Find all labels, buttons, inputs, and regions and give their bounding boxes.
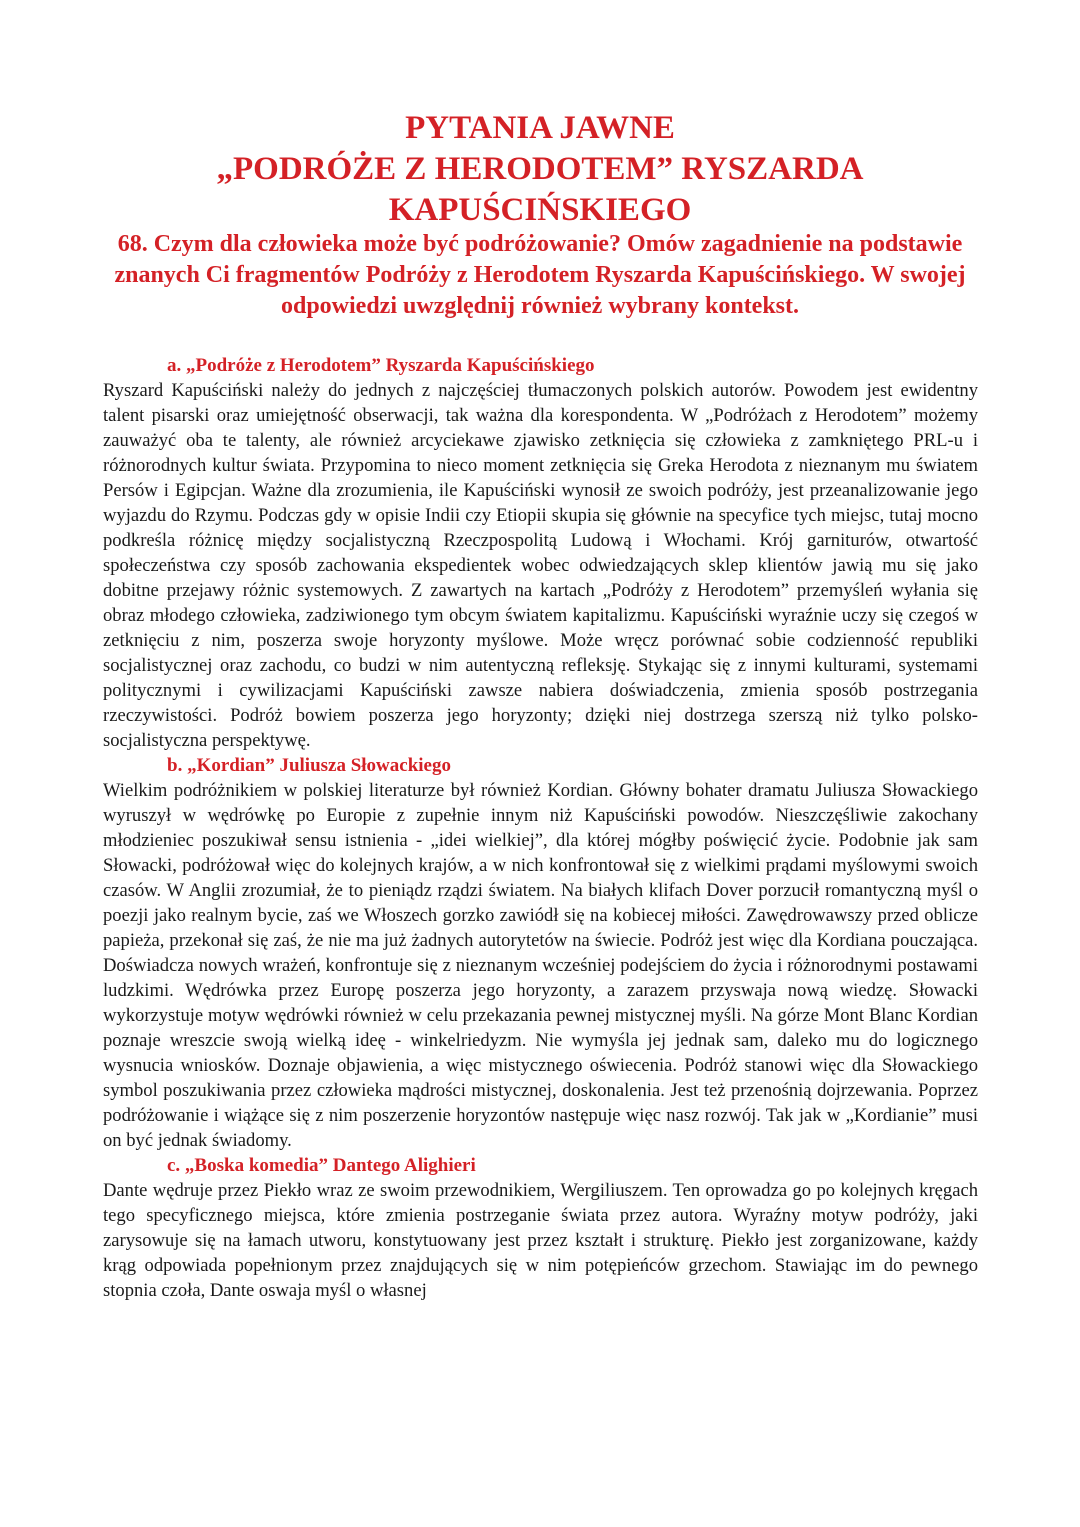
section-paragraph-b: Wielkim podróżnikiem w polskiej literaturze był również Kordian. Główny bohater dramatu Juliusza Słowackiego wyruszył w wędrówkę po Europie z zupełnie innym niż Kapuściński powodów. Nieszczęśliwie zakochany młodzieniec poszukiwał sensu istnienia - „idei wielkiej”, dla której mógłby poświęcić życie. Podobnie jak sam Słowacki, podróżował więc do kolejnych krajów, a w nich konfrontował się z wielkimi prądami myślowymi swoich czasów. W Anglii zrozumiał, że to pieniądz rządzi światem. Na białych klifach Dover porzucił romantyczną myśl o poezji jako realnym bycie, zaś we Włoszech gorzko zawiódł się na kobiecej miłości. Zawędrowawszy przed oblicze papieża, przekonał się zaś, że nie ma już żadnych autorytetów na świecie. Podróż jest więc dla Kordiana pouczająca. Doświadcza nowych wrażeń, konfrontuje się z nieznanym wcześniej podejściem do życia i różnorodnymi postawami ludzkimi. Wędrówka przez Europę poszerza jego horyzonty, a zarazem przyswaja nową wiedzę. Słowacki wykorzystuje motyw wędrówki również w celu przekazania pewnej mistycznej myśli. Na górze Mont Blanc Kordian poznaje wreszcie swoją wielką ideę - winkelriedyzm. Nie wymyśla jej jednak sam, daleko mu do logicznego wysnucia wniosków. Doznaje objawienia, a więc mistycznego oświecenia. Podróż stanowi więc dla Słowackiego symbol poszukiwania przez człowieka mądrości mistycznej, doskonalenia. Jest też przenośnią dojrzewania. Poprzez podróżowanie i wiążące się z nim poszerzenie horyzontów następuje więc nasz rozwój. Tak jak w „Kordianie” musi on być jednak świadomy.: [103, 780, 978, 1151]
section-heading-a: a. „Podróże z Herodotem” Ryszarda Kapuścińskiego: [167, 355, 595, 376]
title-line-2: „PODRÓŻE Z HERODOTEM” RYSZARDA: [216, 151, 864, 187]
page-title: [0, 108, 1080, 231]
section-heading-c: c. „Boska komedia” Dantego Alighieri: [167, 1155, 476, 1176]
document-body: [103, 353, 978, 1303]
title-line-3: KAPUŚCIŃSKIEGO: [388, 192, 692, 228]
section-paragraph-a: Ryszard Kapuściński należy do jednych z najczęściej tłumaczonych polskich autorów. Powodem jest ewidentny talent pisarski oraz umiejętność obserwacji, tak ważna dla korespondenta. W „Podróżach z Herodotem” możemy zauważyć oba te talenty, ale również arcyciekawe zjawisko zetknięcia się człowieka z zamkniętego PRL-u i różnorodnych kultur świata. Przypomina to nieco moment zetknięcia się Greka Herodota z nieznanym mu światem Persów i Egipcjan. Ważne dla zrozumienia, ile Kapuściński wynosił ze swoich podróży, jest przeanalizowanie jego wyjazdu do Rzymu. Podczas gdy w opisie Indii czy Etiopii skupia się głównie na specyfice tych miejsc, tutaj mocno podkreśla różnicę między socjalistyczną Rzeczpospolitą Ludową i Włochami. Krój garniturów, otwartość społeczeństwa czy sposób zachowania ekspedientek wobec odwiedzających sklep klientów jawią mu się jako dobitne przejawy różnic systemowych. Z zawartych na kartach „Podróży z Herodotem” przemyśleń wyłania się obraz młodego człowieka, zadziwionego tym obcym światem kapitalizmu. Kapuściński wyraźnie uczy się czegoś w zetknięciu z nim, poszerza swoje horyzonty myślowe. Może wręcz porównać sobie codzienność republiki socjalistycznej oraz zachodu, co budzi w nim autentyczną refleksję. Stykając się z innymi kulturami, systemami politycznymi i cywilizacjami Kapuściński zawsze nabiera doświadczenia, zmienia sposób postrzegania rzeczywistości. Podróż bowiem poszerza jego horyzonty; dzięki niej dostrzega szerszą niż tylko polsko-socjalistyczna perspektywę.: [103, 380, 978, 751]
section-heading-b: b. „Kordian” Juliusza Słowackiego: [167, 755, 451, 776]
section-paragraph-c: Dante wędruje przez Piekło wraz ze swoim przewodnikiem, Wergiliuszem. Ten oprowadza go po kolejnych kręgach tego specyficznego miejsca, które zmienia postrzeganie świata przez autora. Wyraźny motyw podróży, jaki zarysowuje się na łamach utworu, konstytuowany jest przez kształt i strukturę. Piekło jest zorganizowane, każdy krąg odpowiada popełnionym przez znajdujących się w nim potępieńców grzechom. Stawiając im do pewnego stopnia czoła, Dante oswaja myśl o własnej: [103, 1180, 978, 1301]
title-line-1: PYTANIA JAWNE: [405, 110, 675, 146]
question-heading: 68. Czym dla człowieka może być podróżowanie? Omów zagadnienie na podstawie znanych Ci fragmentów Podróży z Herodotem Ryszarda Kapuścińskiego. W swojej odpowiedzi uwzględnij również wybrany kontekst.: [114, 231, 966, 319]
